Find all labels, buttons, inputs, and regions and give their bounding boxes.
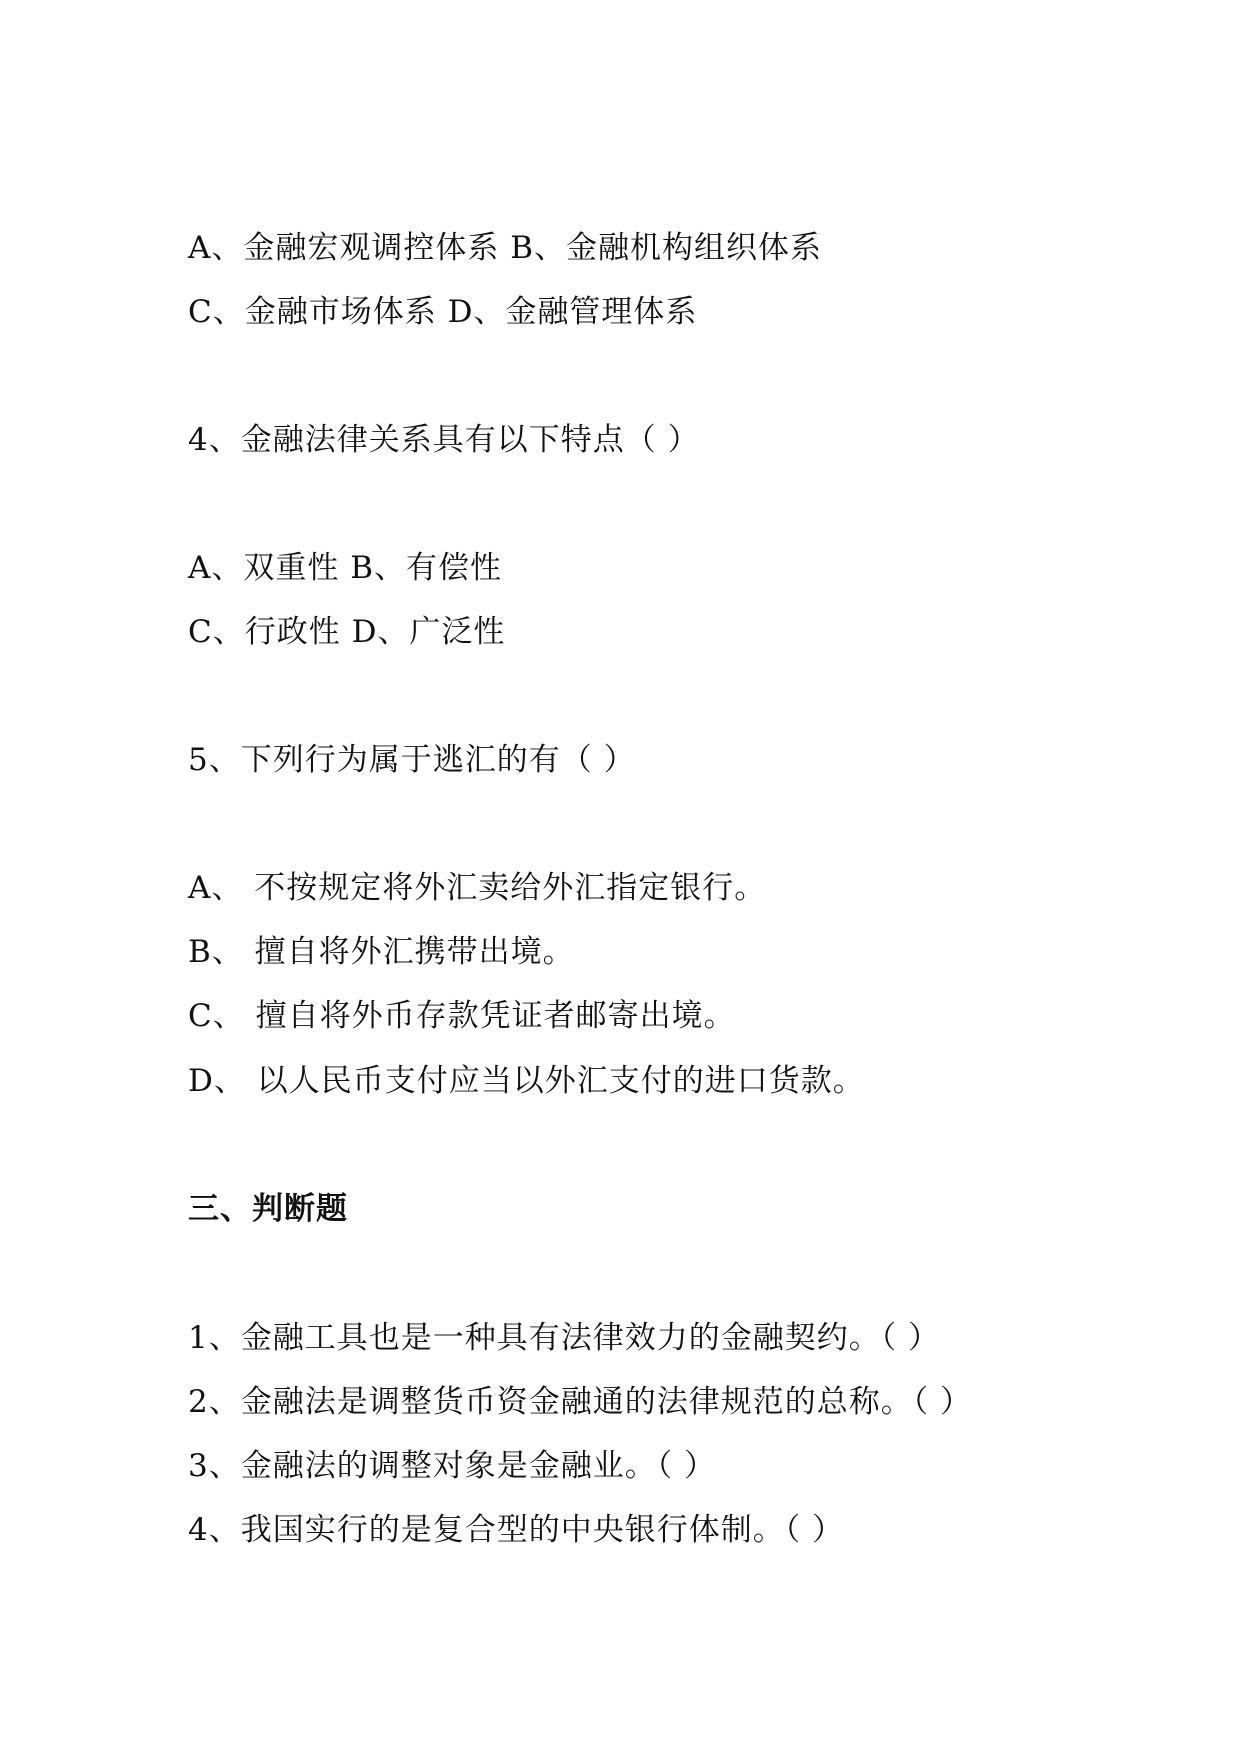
q4-option-line-2: C、行政性 D、广泛性 xyxy=(188,614,506,650)
q3-option-line-2: C、金融市场体系 D、金融管理体系 xyxy=(188,294,698,330)
q5-option-a: A、 不按规定将外汇卖给外汇指定银行。 xyxy=(188,870,767,906)
tf-item-3: 3、金融法的调整对象是金融业。（ ） xyxy=(188,1448,717,1484)
tf-item-2: 2、金融法是调整货币资金融通的法律规范的总称。（ ） xyxy=(188,1384,973,1420)
tf-item-1: 1、金融工具也是一种具有法律效力的金融契约。（ ） xyxy=(188,1320,941,1356)
tf-item-4: 4、我国实行的是复合型的中央银行体制。（ ） xyxy=(188,1512,845,1548)
section-heading-true-false: 三、判断题 xyxy=(188,1191,348,1227)
q5-option-d: D、 以人民币支付应当以外汇支付的进口货款。 xyxy=(188,1063,865,1099)
q5-option-c: C、 擅自将外币存款凭证者邮寄出境。 xyxy=(188,998,736,1034)
q3-option-line-1: A、金融宏观调控体系 B、金融机构组织体系 xyxy=(188,230,823,266)
q4-question: 4、金融法律关系具有以下特点（ ） xyxy=(188,422,700,458)
q4-option-line-1: A、双重性 B、有偿性 xyxy=(188,550,503,586)
q5-option-b: B、 擅自将外汇携带出境。 xyxy=(188,934,575,970)
q5-question: 5、下列行为属于逃汇的有（ ） xyxy=(188,742,636,778)
